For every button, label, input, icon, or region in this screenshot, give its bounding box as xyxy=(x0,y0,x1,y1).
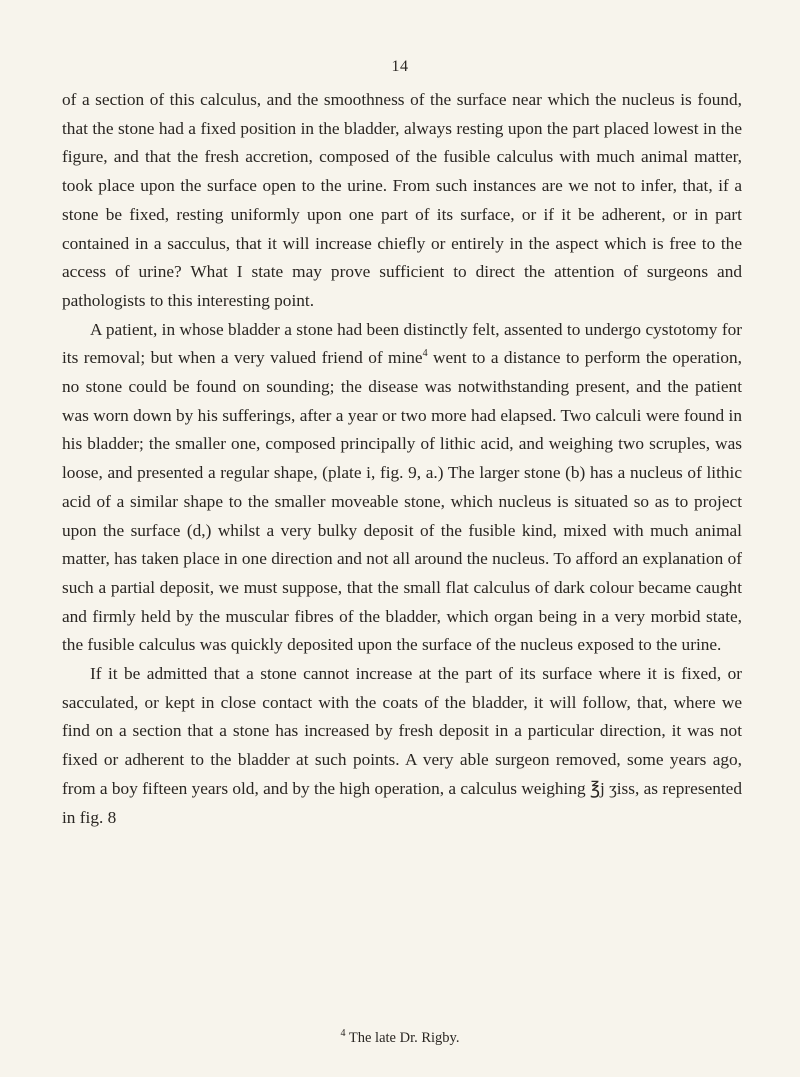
footnote-reference[interactable]: 4 xyxy=(422,348,428,360)
footnote xyxy=(0,1028,800,1048)
paragraph-2-text-start: A patient, in whose bladder a stone had been distinctly felt, assented to undergo cystotomy for its removal; but when a very valued friend of mine xyxy=(62,319,742,368)
paragraph-1 xyxy=(62,86,742,316)
paragraph-2-text-end: went to a distance to perform the operation, no stone could be found on sounding; the disease was notwithstanding present, and the patient was worn down by his sufferings, after a year or two more had elapsed. Two calculi were found in his bladder; the smaller one, composed principally of lithic acid, and weighing two scruples, was loose, and presented a regular shape, (plate i, fig. 9, a.) The larger stone (b) has a nucleus of lithic acid of a similar shape to the smaller moveable stone, which nucleus is situated so as to project upon the surface (d,) whilst a very bulky deposit of the fusible kind, mixed with much animal matter, has taken place in one direction and not all around the nucleus. To afford an explanation of such a partial deposit, we must suppose, that the small flat calculus of dark colour became caught and firmly held by the muscular fibres of the bladder, which organ being in a very morbid state, the fusible calculus was quickly deposited upon the surface of the nucleus exposed to the urine. xyxy=(62,348,742,655)
paragraph-3-text: If it be admitted that a stone cannot increase at the part of its surface where it is fixed, or sacculated, or kept in close contact with the coats of the bladder, it will follow, that, where we find on a section that a stone has increased by fresh deposit in a particular direction, it was not fixed or adherent to the bladder at such points. A very able surgeon removed, some years ago, from a boy fifteen years old, and by the high operation, a calculus weighing ℥j ʒiss, as represented in fig. 8 xyxy=(62,664,742,827)
footnote-marker: 4 xyxy=(340,1028,346,1040)
footnote-text: The late Dr. Rigby. xyxy=(345,1030,460,1046)
paragraph-1-text: of a section of this calculus, and the smoothness of the surface near which the nucleus is found, that the stone had a fixed position in the bladder, always resting upon the part placed lowest in the figure, and that the fresh accretion, composed of the fusible calculus with much animal matter, took place upon the surface open to the urine. From such instances are we not to infer, that, if a stone be fixed, resting uniformly upon one part of its surface, or if it be adherent, or in part contained in a sacculus, that it will increase chiefly or entirely in the aspect which is free to the access of urine? What I state may prove sufficient to direct the attention of surgeons and pathologists to this interesting point. xyxy=(62,90,742,310)
paragraph-2 xyxy=(62,316,742,660)
paragraph-3 xyxy=(62,660,742,832)
page-number: 14 xyxy=(391,58,409,75)
body-text xyxy=(62,86,742,832)
